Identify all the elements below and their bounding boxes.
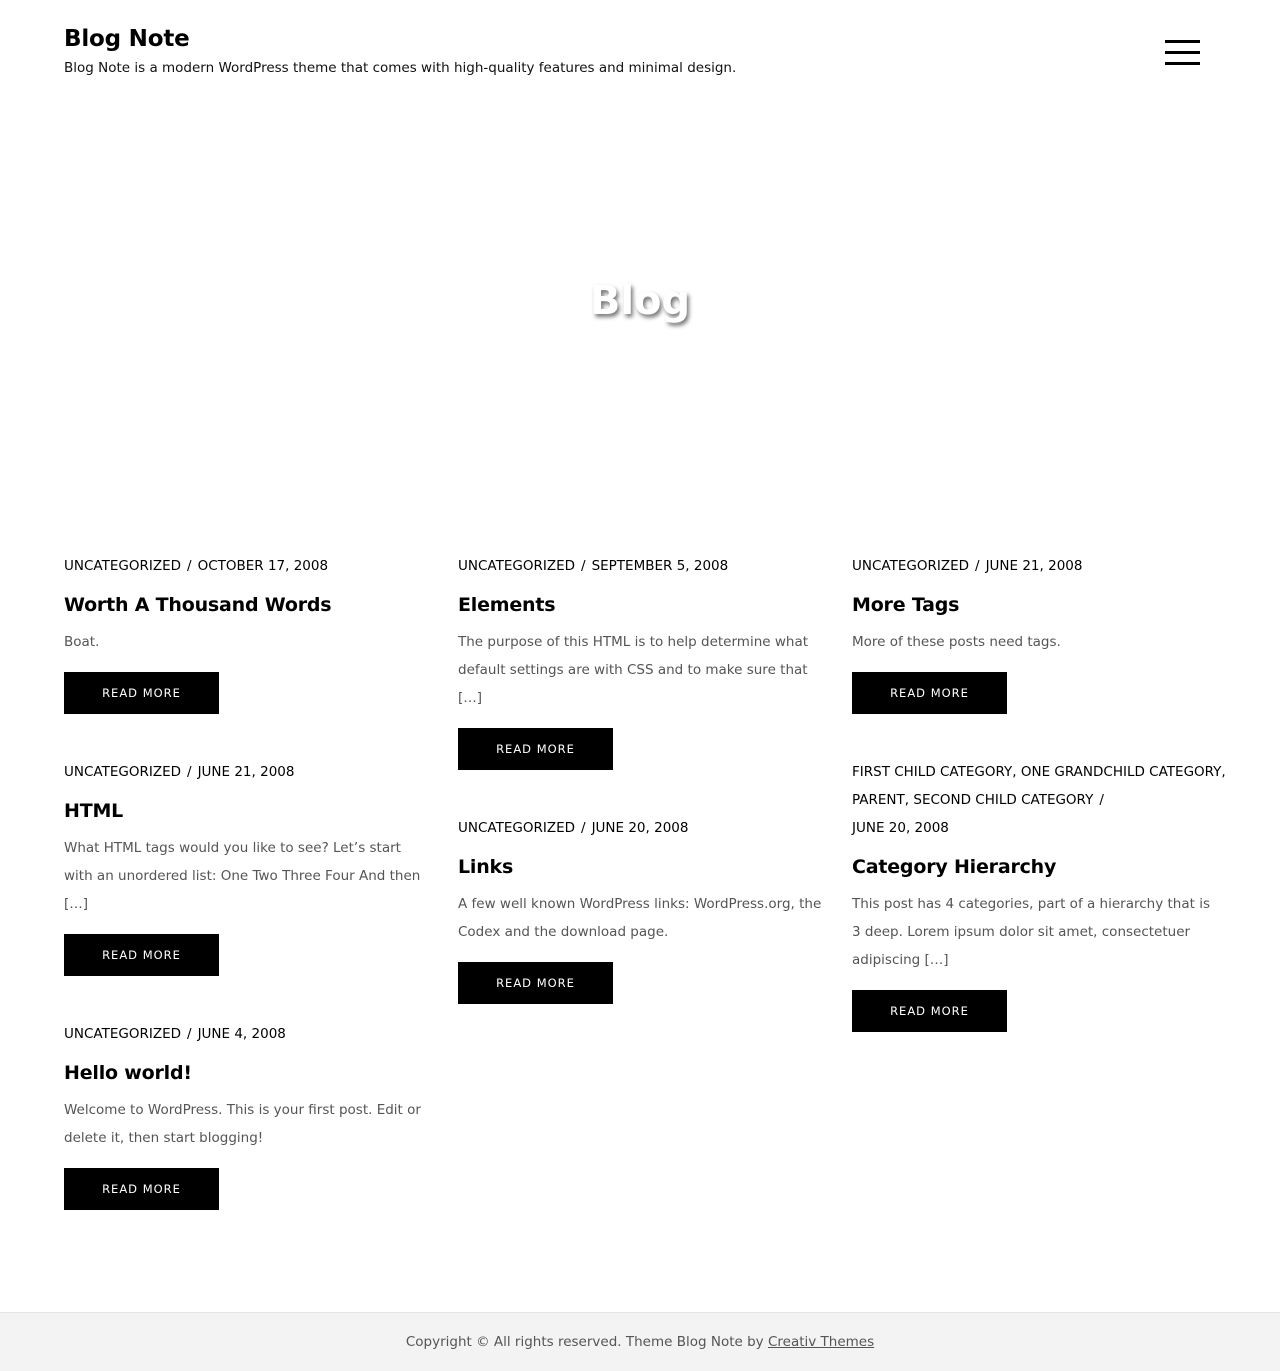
post-excerpt: The purpose of this HTML is to help determine what default settings are with CSS and to make sure that […] (458, 634, 809, 706)
post-card (458, 814, 822, 1004)
meta-separator: / (187, 764, 192, 780)
category-separator: , (1221, 764, 1226, 780)
post-card (852, 758, 1226, 1032)
post-excerpt: Welcome to WordPress. This is your first post. Edit or delete it, then start blogging! (64, 1102, 421, 1146)
hamburger-icon (1165, 51, 1200, 54)
post-title[interactable]: HTML (64, 800, 124, 822)
posts-column (458, 552, 822, 1048)
post-meta (64, 552, 428, 580)
category-separator: , (1012, 764, 1017, 780)
hamburger-icon (1165, 40, 1200, 43)
copyright-text: Copyright © All rights reserved. Theme Blog Note by (405, 1334, 764, 1350)
post-date-link[interactable]: JUNE 21, 2008 (197, 764, 295, 780)
post-card (64, 758, 428, 976)
post-meta (458, 552, 822, 580)
post-date-link[interactable]: JUNE 4, 2008 (197, 1026, 286, 1042)
post-title[interactable]: Links (458, 856, 514, 878)
site-title[interactable]: Blog Note (64, 26, 190, 52)
post-date-link[interactable]: SEPTEMBER 5, 2008 (591, 558, 729, 574)
post-category-link[interactable]: UNCATEGORIZED (458, 820, 575, 836)
post-category-link[interactable]: UNCATEGORIZED (64, 1026, 181, 1042)
post-category-link[interactable]: UNCATEGORIZED (64, 764, 181, 780)
post-title[interactable]: More Tags (852, 594, 960, 616)
read-more-button[interactable]: READ MORE (64, 672, 219, 714)
read-more-button[interactable]: READ MORE (458, 962, 613, 1004)
post-meta (64, 758, 428, 786)
posts-column (852, 552, 1226, 1076)
theme-author-link[interactable]: Creativ Themes (767, 1334, 875, 1350)
post-category-link[interactable]: UNCATEGORIZED (852, 558, 969, 574)
posts-column (64, 552, 428, 1254)
meta-separator: / (975, 558, 980, 574)
post-card (64, 552, 428, 714)
meta-separator: / (581, 820, 586, 836)
post-category-link[interactable]: PARENT (852, 792, 905, 808)
page-hero (0, 100, 1280, 520)
post-date-link[interactable]: JUNE 21, 2008 (985, 558, 1083, 574)
post-excerpt: Boat. (64, 634, 100, 650)
post-category-link[interactable]: FIRST CHILD CATEGORY (852, 764, 1013, 780)
post-date-link[interactable]: JUNE 20, 2008 (591, 820, 689, 836)
site-footer (0, 1312, 1280, 1371)
post-category-link[interactable]: UNCATEGORIZED (458, 558, 575, 574)
meta-separator: / (187, 558, 192, 574)
post-excerpt: A few well known WordPress links: WordPress.org, the Codex and the download page. (458, 896, 822, 940)
site-description: Blog Note is a modern WordPress theme that comes with high-quality features and minimal design. (64, 60, 737, 76)
post-meta (852, 552, 1216, 580)
post-meta (64, 1020, 428, 1048)
meta-separator: / (1099, 792, 1104, 808)
post-meta (458, 814, 822, 842)
post-date-link[interactable]: JUNE 20, 2008 (852, 820, 949, 836)
post-title[interactable]: Category Hierarchy (852, 856, 1057, 878)
post-card (852, 552, 1216, 714)
post-category-link[interactable]: ONE GRANDCHILD CATEGORY (1020, 764, 1222, 780)
menu-toggle-button[interactable] (1165, 40, 1201, 66)
posts-grid (64, 552, 1226, 1292)
meta-separator: / (187, 1026, 192, 1042)
read-more-button[interactable]: READ MORE (852, 990, 1007, 1032)
post-meta (852, 758, 1226, 842)
meta-separator: / (581, 558, 586, 574)
hamburger-icon (1165, 62, 1200, 65)
read-more-button[interactable]: READ MORE (64, 934, 219, 976)
page-title: Blog (589, 278, 691, 324)
site-header (64, 24, 1216, 84)
post-title[interactable]: Hello world! (64, 1062, 192, 1084)
post-category-link[interactable]: SECOND CHILD CATEGORY (913, 792, 1094, 808)
post-date-link[interactable]: OCTOBER 17, 2008 (197, 558, 329, 574)
category-separator: , (904, 792, 910, 808)
post-card (458, 552, 822, 770)
read-more-button[interactable]: READ MORE (852, 672, 1007, 714)
post-excerpt: More of these posts need tags. (852, 634, 1061, 650)
post-card (64, 1020, 428, 1210)
read-more-button[interactable]: READ MORE (64, 1168, 219, 1210)
post-title[interactable]: Worth A Thousand Words (64, 594, 332, 616)
post-category-link[interactable]: UNCATEGORIZED (64, 558, 181, 574)
post-title[interactable]: Elements (458, 594, 556, 616)
post-excerpt: This post has 4 categories, part of a hierarchy that is 3 deep. Lorem ipsum dolor sit amet, consectetuer adipiscing […] (852, 896, 1210, 968)
read-more-button[interactable]: READ MORE (458, 728, 613, 770)
post-excerpt: What HTML tags would you like to see? Let’s start with an unordered list: One Two Three Four And then […] (64, 840, 421, 912)
